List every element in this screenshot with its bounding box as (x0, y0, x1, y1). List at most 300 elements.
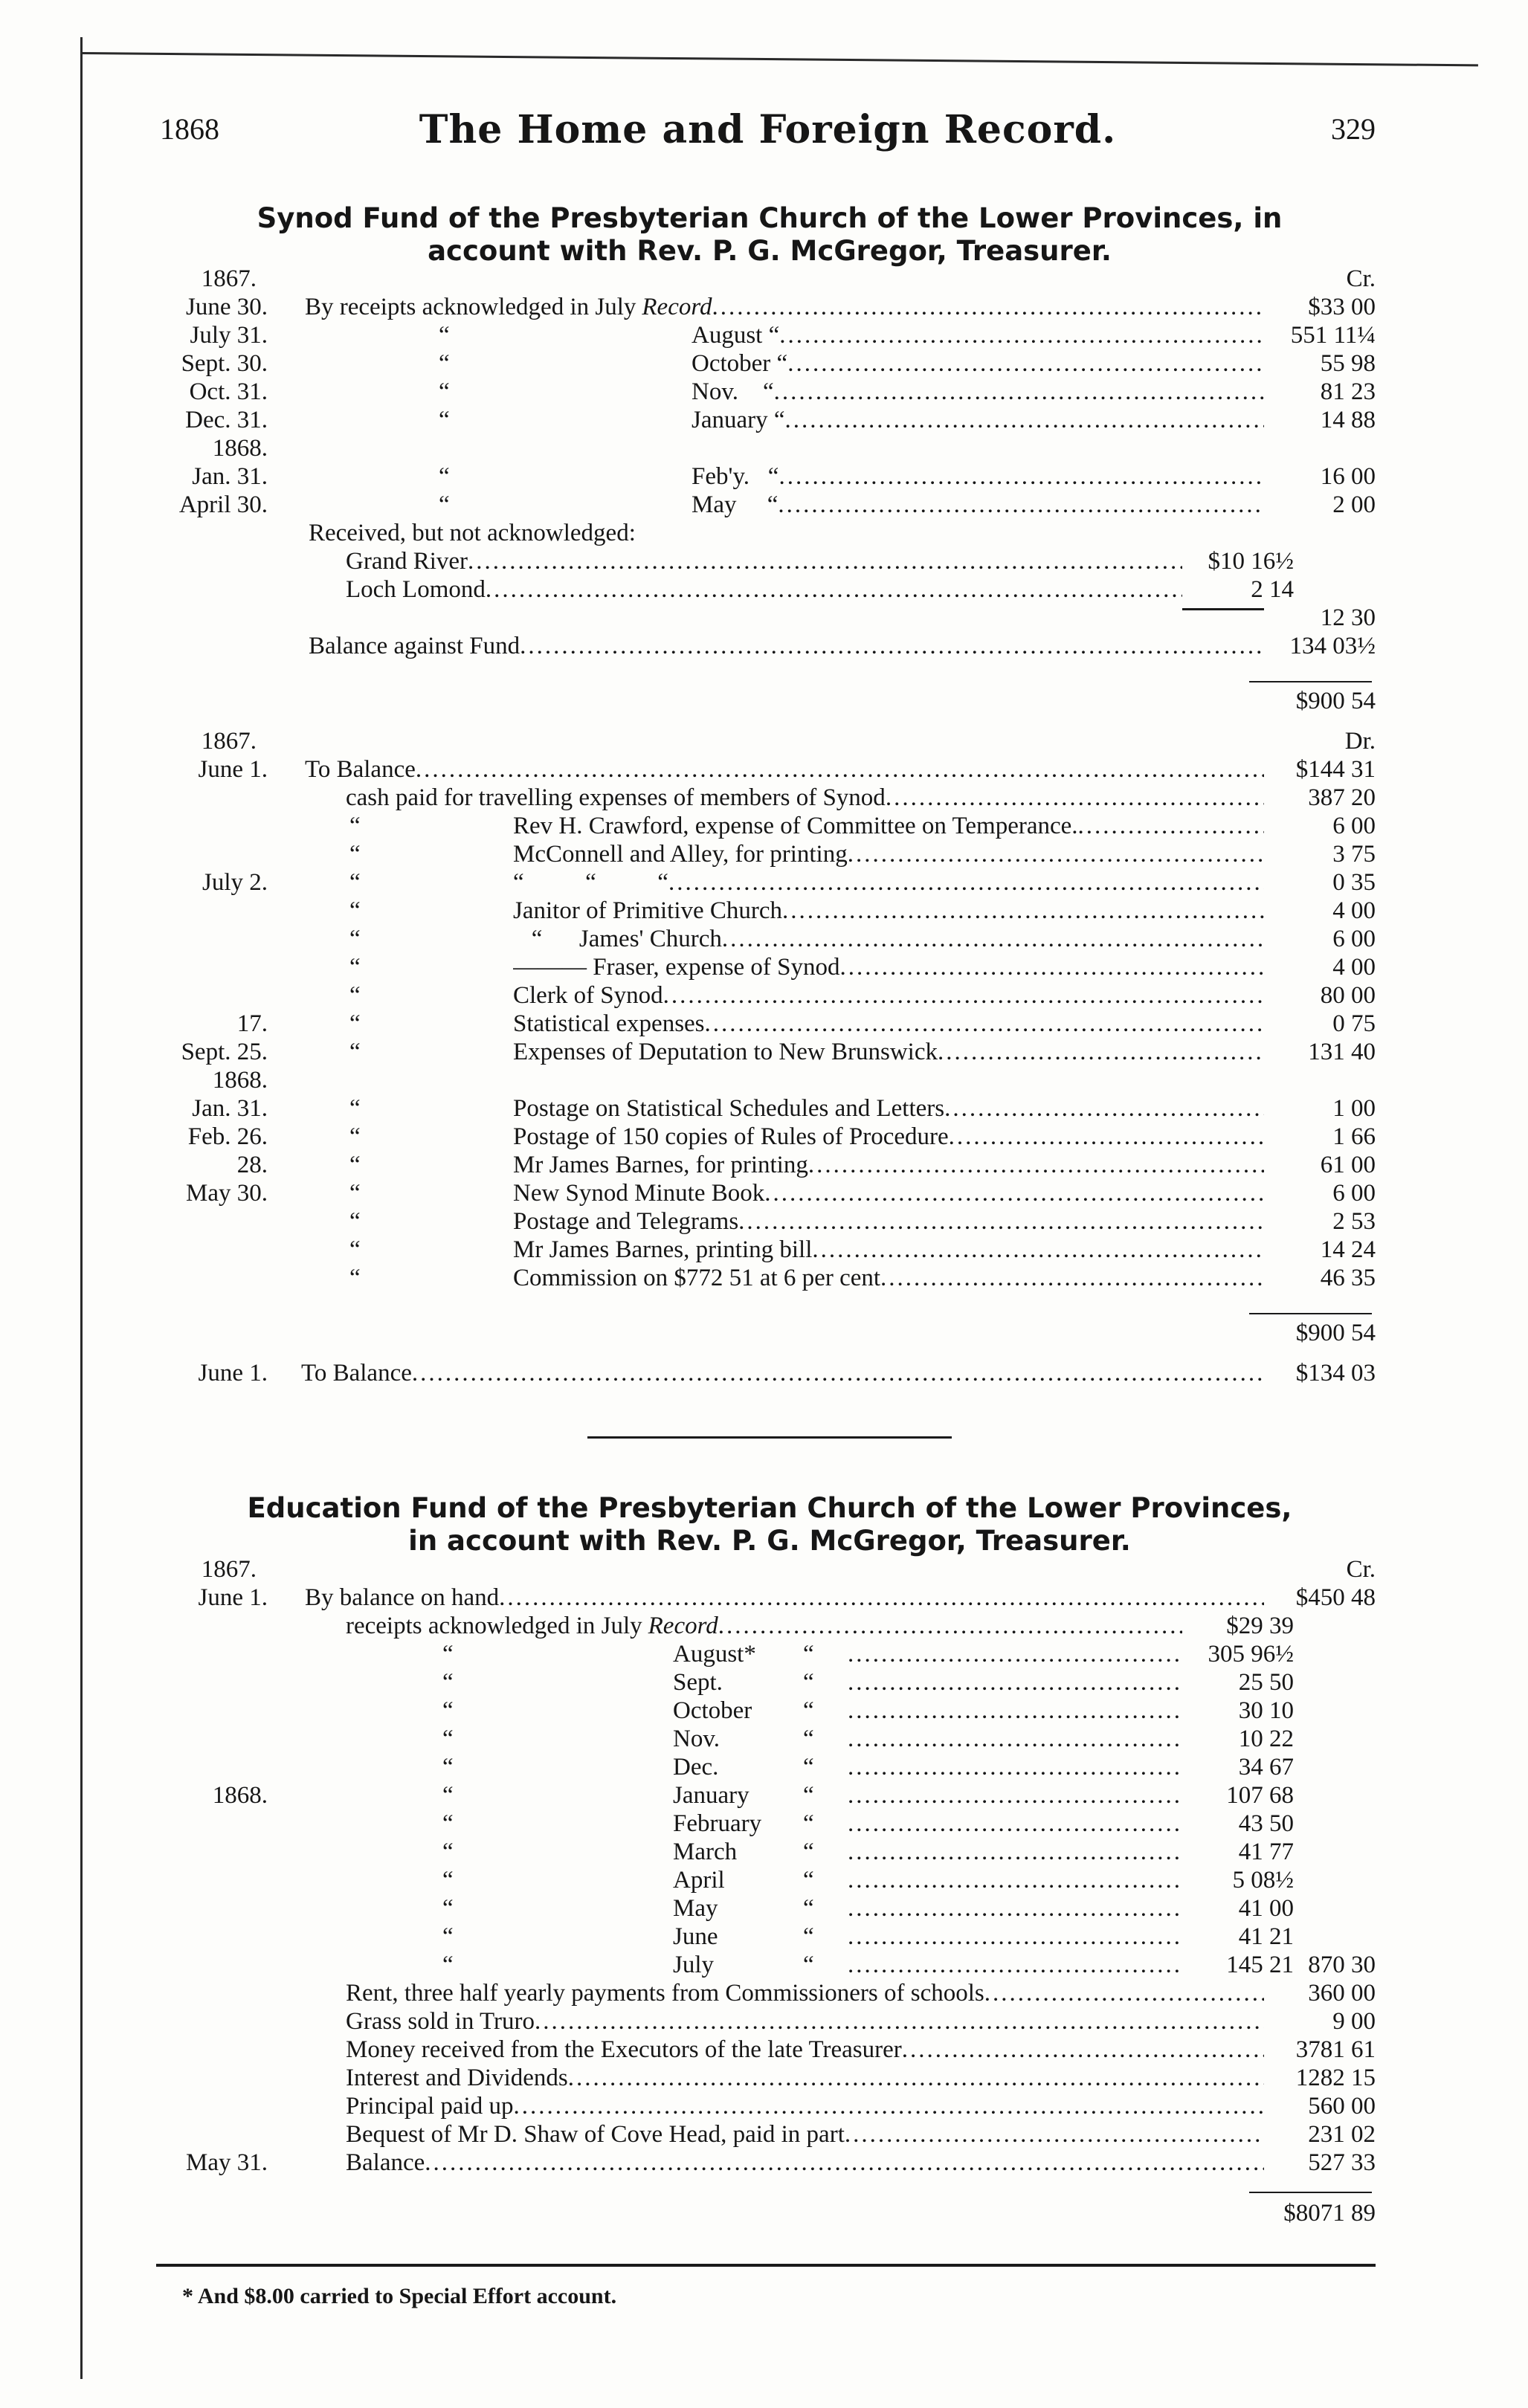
dot-leader (535, 2007, 1264, 2036)
synod-payment-row (156, 1038, 1376, 1066)
synod-receipt-row (156, 406, 1376, 434)
entry-text (513, 981, 1264, 1010)
education-other-row (156, 2120, 1376, 2149)
entry-text (692, 406, 1264, 434)
entry-text (346, 2036, 1264, 2064)
entry-description: Interest and Dividends (346, 2065, 568, 2091)
total-rule (1249, 2192, 1372, 2193)
entry-amount: 134 03½ (1289, 633, 1376, 659)
entry-text (848, 1725, 1182, 1753)
synod-payment-row (156, 953, 1376, 981)
dot-leader (944, 1094, 1264, 1123)
dot-leader (722, 925, 1264, 953)
dot-leader (412, 1359, 1264, 1387)
entry-text (346, 2149, 1264, 2177)
dot-leader (499, 1584, 1264, 1612)
dot-leader (984, 1979, 1264, 2007)
entry-amount: $144 31 (1295, 756, 1376, 783)
entry-description: Principal paid up (346, 2093, 514, 2120)
ditto-mark: “ (442, 1782, 454, 1809)
ditto-mark: “ (349, 841, 361, 868)
entry-description: By balance on hand (305, 1584, 500, 1611)
synod-payment-row (156, 1207, 1376, 1236)
entry-description: Mr James Barnes, printing bill (513, 1236, 813, 1263)
entry-text (513, 925, 1264, 953)
entry-description: Grand River (346, 548, 468, 575)
ditto-mark: “ (803, 1754, 814, 1781)
entry-description: Rev H. Crawford, expense of Committee on Temperance. (513, 813, 1078, 839)
dot-leader (416, 755, 1264, 784)
unacknowledged-label: Received, but not acknowledged: (309, 520, 636, 546)
education-total-row (156, 2199, 1376, 2227)
synod-unack-label-row (156, 519, 1376, 547)
entry-description: Statistical expenses (513, 1010, 705, 1037)
ditto-mark: “ (349, 1095, 361, 1122)
ditto-mark: “ (442, 1669, 454, 1696)
entry-text (513, 953, 1264, 981)
entry-amount: 0 75 (1332, 1010, 1376, 1037)
ditto-mark: “ (803, 1867, 814, 1894)
synod-receipt-row (156, 293, 1376, 321)
dot-leader (848, 1951, 1182, 1979)
entry-text (301, 1359, 1264, 1387)
education-title-line1: Education Fund of the Presbyterian Church of the Lower Provinces, (247, 1492, 1292, 1524)
dot-leader (848, 1640, 1182, 1668)
dot-leader (774, 378, 1264, 406)
entry-amount: 1 66 (1332, 1123, 1376, 1150)
entry-description: Balance against Fund (309, 633, 520, 659)
ditto-mark: “ (439, 407, 450, 433)
synod-title-line1: Synod Fund of the Presbyterian Church of the Lower Provinces, in (257, 202, 1283, 234)
ditto-mark: “ (803, 1641, 814, 1668)
synod-payment-row (156, 812, 1376, 840)
entry-amount: 6 00 (1332, 813, 1376, 839)
entry-amount: 80 00 (1320, 982, 1376, 1009)
entry-amount: 34 67 (1238, 1754, 1294, 1781)
dot-leader (848, 1894, 1182, 1923)
entry-amount: 6 00 (1332, 1180, 1376, 1207)
entry-date: June 1. (198, 756, 268, 783)
entry-text (513, 897, 1264, 925)
entry-text (305, 1584, 1264, 1612)
entry-date: April 30. (178, 491, 268, 518)
entry-amount: 41 00 (1238, 1895, 1294, 1922)
entry-date: Jan. 31. (192, 463, 268, 490)
header-title: The Home and Foreign Record. (419, 107, 1117, 152)
education-receipt-row (156, 1640, 1376, 1668)
entry-text (848, 1866, 1182, 1894)
dot-leader (848, 1810, 1182, 1838)
entry-description: Postage of 150 copies of Rules of Procedure (513, 1123, 949, 1150)
ditto-mark: “ (349, 1180, 361, 1207)
dot-leader (705, 1010, 1264, 1038)
page-edge-left (80, 37, 83, 2379)
entry-month: Nov. (673, 1726, 720, 1752)
entry-description: To Balance (305, 756, 416, 783)
dot-leader (778, 462, 1264, 491)
dot-leader (513, 2092, 1264, 2120)
entry-text (346, 575, 1182, 604)
entry-amount: 231 02 (1308, 2121, 1376, 2148)
receipts-total: 870 30 (1308, 1952, 1376, 1978)
dot-leader (787, 349, 1264, 378)
synod-payment-row (156, 1123, 1376, 1151)
synod-payment-row (156, 1179, 1376, 1207)
ditto-mark: “ (349, 1010, 361, 1037)
education-receipt-row (156, 1866, 1376, 1894)
ditto-mark: “ (442, 1697, 454, 1724)
entry-text (848, 1781, 1182, 1810)
entry-date: Oct. 31. (189, 378, 268, 405)
entry-description: Janitor of Primitive Church (513, 897, 783, 924)
entry-text (346, 2092, 1264, 2120)
entry-month: August* (673, 1641, 756, 1668)
synod-receipt-row (156, 491, 1376, 519)
education-receipt-row (156, 1894, 1376, 1923)
ditto-mark: “ (349, 982, 361, 1009)
ditto-mark: “ (803, 1697, 814, 1724)
synod-dr-total-row (156, 1319, 1376, 1347)
education-receipt-row (156, 1923, 1376, 1951)
entry-amount: 41 21 (1238, 1923, 1294, 1950)
synod-closing-balance-row (156, 1359, 1376, 1387)
ditto-mark: “ (349, 1123, 361, 1150)
entry-amount: 1282 15 (1295, 2065, 1376, 2091)
entry-month: October “ (692, 350, 788, 377)
education-title-line2: in account with Rev. P. G. McGregor, Treasurer. (408, 1525, 1131, 1557)
dot-leader (840, 953, 1264, 981)
entry-amount: 2 14 (1251, 576, 1294, 603)
synod-payment-row (156, 925, 1376, 953)
entry-amount: 131 40 (1308, 1039, 1376, 1065)
education-receipt-row (156, 1838, 1376, 1866)
entry-description: Balance (346, 2149, 425, 2176)
synod-payment-row (156, 897, 1376, 925)
ditto-mark: “ (439, 491, 450, 518)
entry-description: “ “ “ (513, 869, 668, 896)
entry-amount: 81 23 (1320, 378, 1376, 405)
dot-leader (848, 1866, 1182, 1894)
dot-leader (949, 1123, 1264, 1151)
entry-amount: $134 03 (1295, 1360, 1376, 1387)
page-header (160, 107, 1376, 171)
section-divider (587, 1436, 952, 1439)
education-opening-row (156, 1584, 1376, 1612)
entry-amount: 305 96½ (1208, 1641, 1294, 1668)
dot-leader (779, 321, 1264, 349)
ditto-mark: “ (442, 1867, 454, 1894)
dot-leader (568, 2064, 1264, 2092)
ditto-mark: “ (803, 1782, 814, 1809)
entry-month: May (673, 1895, 718, 1922)
synod-unack-total-row (156, 604, 1376, 632)
dot-leader (848, 1923, 1182, 1951)
unacknowledged-total: 12 30 (1320, 604, 1376, 631)
ditto-mark: “ (803, 1952, 814, 1978)
entry-amount: 25 50 (1238, 1669, 1294, 1696)
entry-amount: 14 88 (1320, 407, 1376, 433)
ditto-mark: “ (442, 1726, 454, 1752)
education-other-row (156, 1979, 1376, 2007)
entry-amount: 6 00 (1332, 926, 1376, 952)
entry-amount: 2 53 (1332, 1208, 1376, 1235)
ditto-mark: “ (349, 813, 361, 839)
entry-month: August “ (692, 322, 780, 349)
ditto-mark: “ (803, 1923, 814, 1950)
education-receipt-row (156, 1753, 1376, 1781)
entry-date: 28. (236, 1152, 268, 1178)
synod-payment-row (156, 1066, 1376, 1094)
synod-cr-total-row (156, 687, 1376, 715)
dot-leader (778, 491, 1264, 519)
synod-cr-heading-row (156, 265, 1376, 293)
entry-text (513, 1207, 1264, 1236)
entry-amount: 107 68 (1226, 1782, 1294, 1809)
entry-text (346, 784, 1264, 812)
education-receipt-row (156, 1781, 1376, 1810)
entry-description: New Synod Minute Book (513, 1180, 765, 1207)
ditto-mark: “ (349, 1265, 361, 1291)
entry-description: Expenses of Deputation to New Brunswick (513, 1039, 938, 1065)
dot-leader (848, 840, 1264, 868)
ditto-mark: “ (803, 1839, 814, 1865)
entry-text (513, 1123, 1264, 1151)
entry-amount: 4 00 (1332, 897, 1376, 924)
education-receipt-row (156, 1810, 1376, 1838)
entry-description: “ James' Church (513, 926, 722, 952)
entry-text (513, 1236, 1264, 1264)
entry-description: cash paid for travelling expenses of members of Synod (346, 784, 886, 811)
entry-amount: 527 33 (1308, 2149, 1376, 2176)
entry-text (346, 2007, 1264, 2036)
ditto-mark: “ (349, 869, 361, 896)
education-cr-label: Cr. (1346, 1556, 1376, 1583)
entry-amount: $29 39 (1226, 1613, 1294, 1639)
entry-text (848, 1951, 1182, 1979)
entry-month: June (673, 1923, 718, 1950)
entry-amount: 560 00 (1308, 2093, 1376, 2120)
education-receipt-row (156, 1951, 1376, 1979)
entry-date: Sept. 25. (181, 1039, 268, 1065)
entry-text (309, 632, 1264, 660)
ditto-mark: “ (442, 1641, 454, 1668)
entry-month: July (673, 1952, 715, 1978)
entry-amount: 16 00 (1320, 463, 1376, 490)
entry-description: McConnell and Alley, for printing (513, 841, 848, 868)
entry-amount: 4 00 (1332, 954, 1376, 981)
entry-text (848, 1753, 1182, 1781)
education-receipt-row (156, 1612, 1376, 1640)
dot-leader (848, 1725, 1182, 1753)
ditto-mark: “ (349, 897, 361, 924)
synod-receipt-row (156, 378, 1376, 406)
dot-leader (782, 897, 1264, 925)
entry-amount: 1 00 (1332, 1095, 1376, 1122)
entry-amount: 3781 61 (1295, 2036, 1376, 2063)
ditto-mark: “ (803, 1726, 814, 1752)
total-rule (1249, 1313, 1372, 1314)
entry-description: Clerk of Synod (513, 982, 663, 1009)
entry-amount: 0 35 (1332, 869, 1376, 896)
entry-text (305, 755, 1264, 784)
header-year: 1868 (160, 112, 219, 146)
entry-text (848, 1810, 1182, 1838)
entry-amount: 30 10 (1238, 1697, 1294, 1724)
debit-total: $900 54 (1295, 1320, 1376, 1346)
education-cr-heading-row (156, 1555, 1376, 1584)
entry-text (848, 1838, 1182, 1866)
synod-title-line2: account with Rev. P. G. McGregor, Treasurer. (428, 235, 1112, 267)
entry-amount: 10 22 (1238, 1726, 1294, 1752)
entry-text (346, 2120, 1264, 2149)
entry-description: Grass sold in Truro (346, 2008, 535, 2035)
entry-month: January “ (692, 407, 785, 433)
entry-text (513, 1038, 1264, 1066)
synod-cr-label: Cr. (1346, 265, 1376, 292)
synod-payment-row (156, 784, 1376, 812)
dot-leader (1078, 812, 1264, 840)
ditto-mark: “ (439, 350, 450, 377)
ditto-mark: “ (442, 1754, 454, 1781)
dot-leader (938, 1038, 1264, 1066)
ditto-mark: “ (442, 1895, 454, 1922)
synod-payment-row (156, 868, 1376, 897)
entry-amount: 55 98 (1320, 350, 1376, 377)
total-rule (1249, 681, 1372, 682)
synod-payment-row (156, 1236, 1376, 1264)
ditto-mark: “ (349, 1039, 361, 1065)
ditto-mark: “ (439, 378, 450, 405)
entry-month: Sept. (673, 1669, 723, 1696)
ditto-mark: “ (442, 1810, 454, 1837)
synod-dr-heading-row (156, 727, 1376, 755)
entry-date: June 30. (186, 294, 268, 320)
entry-text (692, 321, 1264, 349)
entry-description: Loch Lomond (346, 576, 486, 603)
entry-text (513, 812, 1264, 840)
entry-amount: $450 48 (1295, 1584, 1376, 1611)
entry-description: Rent, three half yearly payments from Commissioners of schools (346, 1980, 984, 2007)
entry-description: Commission on $772 51 at 6 per cent (513, 1265, 881, 1291)
synod-unack-row (156, 547, 1376, 575)
entry-month: Dec. (673, 1754, 719, 1781)
synod-payment-row (156, 1264, 1376, 1292)
entry-date: June 1. (198, 1360, 268, 1387)
entry-date: 17. (236, 1010, 268, 1037)
dot-leader (848, 1668, 1182, 1697)
entry-text (513, 1010, 1264, 1038)
entry-text (513, 840, 1264, 868)
footnote: * And $8.00 carried to Special Effort account. (182, 2284, 617, 2308)
entry-text (346, 1612, 1182, 1640)
dot-leader (848, 1753, 1182, 1781)
entry-amount: 9 00 (1332, 2008, 1376, 2035)
entry-text (346, 1979, 1264, 2007)
synod-dr-year: 1867. (201, 728, 257, 755)
entry-date: Dec. 31. (185, 407, 268, 433)
entry-text (848, 1640, 1182, 1668)
entry-description: Postage on Statistical Schedules and Letters (513, 1095, 945, 1122)
entry-description: receipts acknowledged in July (346, 1613, 642, 1639)
dot-leader (785, 406, 1264, 434)
dot-leader (808, 1151, 1264, 1179)
page-edge-top (80, 52, 1478, 66)
entry-amount: $10 16½ (1208, 548, 1294, 575)
entry-date: July 31. (190, 322, 268, 349)
entry-text (305, 293, 1264, 321)
entry-amount: 2 00 (1332, 491, 1376, 518)
dot-leader (848, 1697, 1182, 1725)
ditto-mark: “ (349, 1152, 361, 1178)
header-page-number: 329 (1331, 112, 1376, 146)
entry-date: July 2. (202, 869, 268, 896)
entry-date: May 30. (186, 1180, 268, 1207)
entry-amount: 3 75 (1332, 841, 1376, 868)
dot-leader (425, 2149, 1264, 2177)
entry-date: Sept. 30. (181, 350, 268, 377)
ditto-mark: “ (349, 1236, 361, 1263)
entry-amount: 61 00 (1320, 1152, 1376, 1178)
ditto-mark: “ (803, 1895, 814, 1922)
dot-leader (848, 1781, 1182, 1810)
entry-text (848, 1697, 1182, 1725)
ditto-mark: “ (439, 322, 450, 349)
entry-month: Record (648, 1613, 718, 1639)
ditto-mark: “ (439, 463, 450, 490)
entry-amount: $33 00 (1308, 294, 1376, 320)
education-other-row (156, 2092, 1376, 2120)
entry-date: 1868. (212, 1782, 268, 1809)
entry-text (513, 1094, 1264, 1123)
entry-text (692, 462, 1264, 491)
dot-leader (718, 1612, 1182, 1640)
dot-leader (486, 575, 1182, 604)
entry-description: Mr James Barnes, for printing (513, 1152, 808, 1178)
ditto-mark: “ (803, 1669, 814, 1696)
ditto-mark: “ (349, 1208, 361, 1235)
synod-payment-row (156, 755, 1376, 784)
entry-text (513, 1151, 1264, 1179)
synod-dr-label: Dr. (1344, 728, 1376, 755)
dot-leader (880, 1264, 1264, 1292)
entry-amount: 551 11¼ (1290, 322, 1376, 349)
synod-receipt-row (156, 321, 1376, 349)
synod-payment-row (156, 1010, 1376, 1038)
grand-total: $8071 89 (1283, 2200, 1376, 2227)
synod-payment-row (156, 840, 1376, 868)
entry-text (848, 1923, 1182, 1951)
entry-month: April (673, 1867, 725, 1894)
entry-month: May “ (692, 491, 778, 518)
dot-leader (663, 981, 1264, 1010)
entry-text (692, 491, 1264, 519)
ditto-mark: “ (442, 1923, 454, 1950)
dot-leader (712, 293, 1264, 321)
synod-payment-row (156, 1151, 1376, 1179)
entry-text (346, 2064, 1264, 2092)
dot-leader (468, 547, 1182, 575)
entry-description: Postage and Telegrams (513, 1208, 739, 1235)
entry-description: To Balance (301, 1360, 412, 1387)
entry-text (346, 547, 1182, 575)
entry-month: Nov. “ (692, 378, 774, 405)
ditto-mark: “ (349, 954, 361, 981)
synod-payment-row (156, 981, 1376, 1010)
entry-text (513, 868, 1264, 897)
entry-description: ——— Fraser, expense of Synod (513, 954, 840, 981)
dot-leader (738, 1207, 1264, 1236)
entry-month: January (673, 1782, 750, 1809)
